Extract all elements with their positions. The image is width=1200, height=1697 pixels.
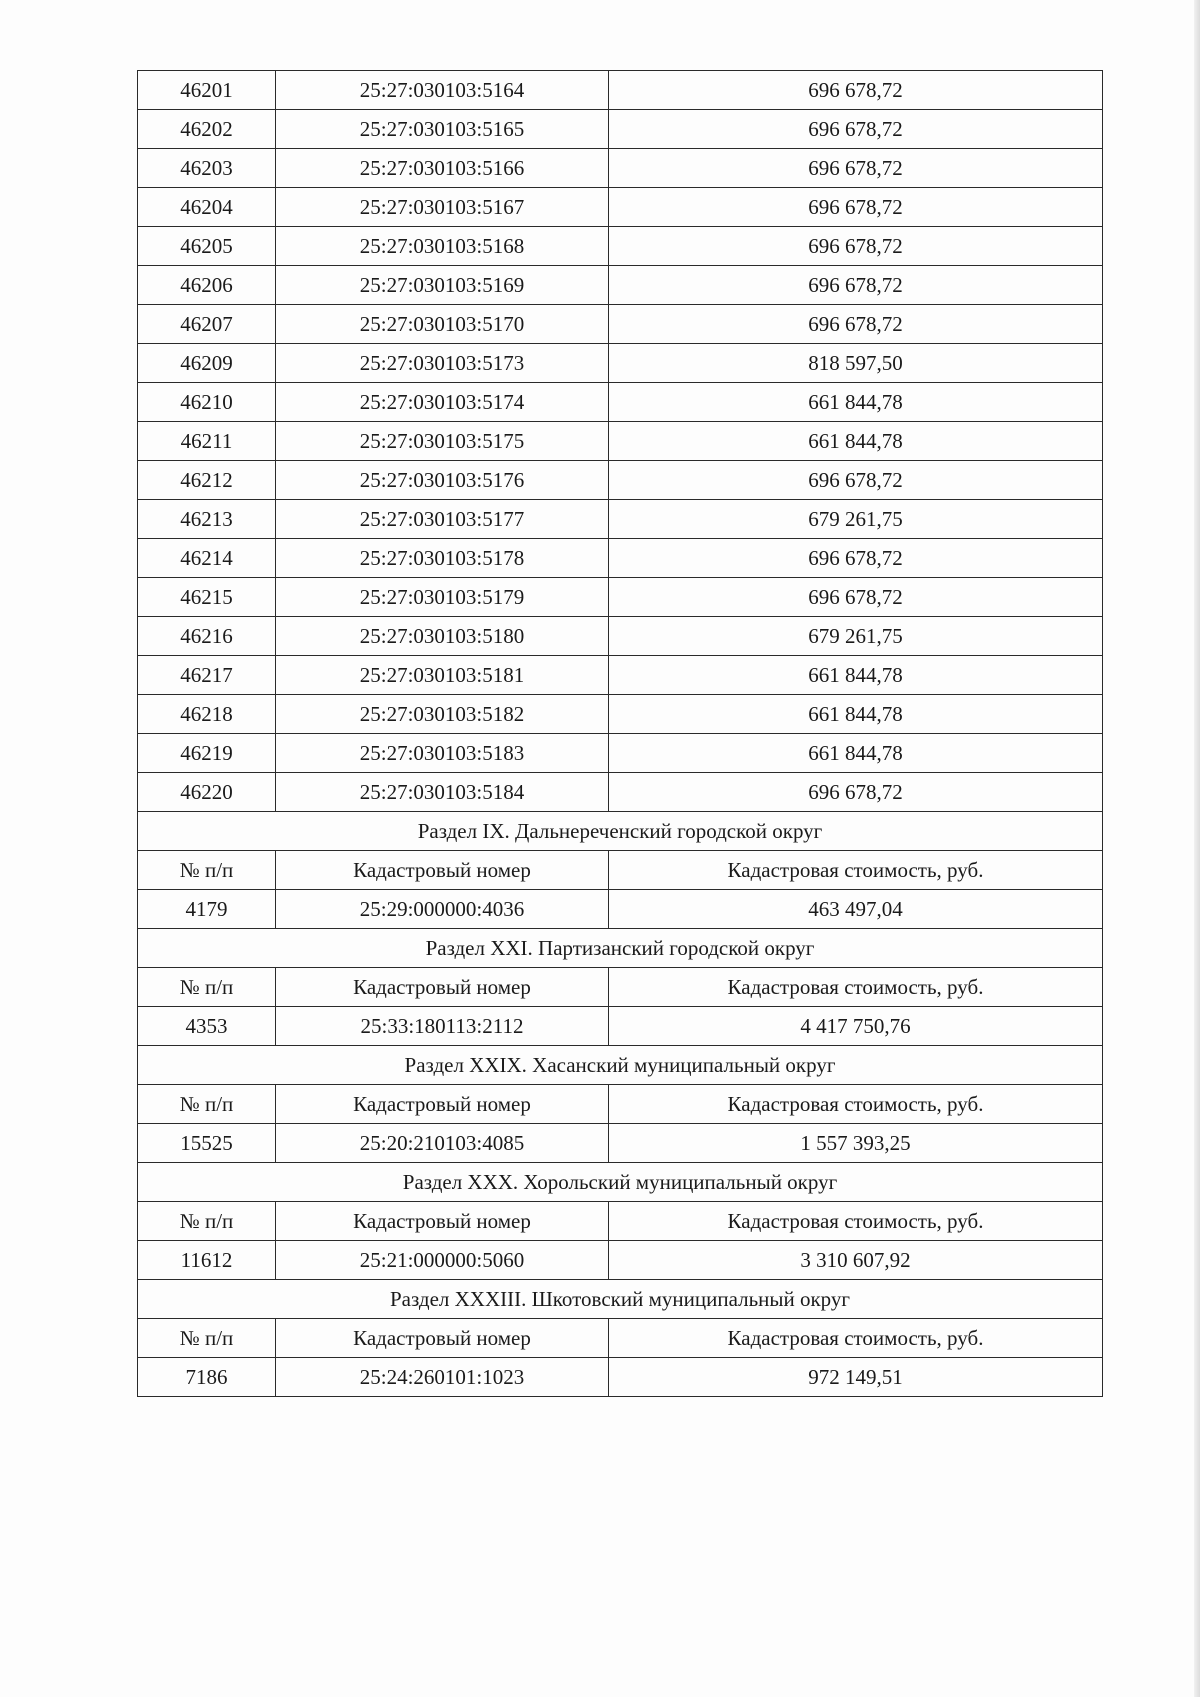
section-title: Раздел IX. Дальнереченский городской округ xyxy=(138,812,1103,851)
table-row xyxy=(138,344,1103,383)
table-row xyxy=(138,773,1103,812)
row-number-cell: 46209 xyxy=(138,344,276,383)
row-number-cell: 7186 xyxy=(138,1358,276,1397)
row-number-cell: 46206 xyxy=(138,266,276,305)
cadastral-number-cell: 25:29:000000:4036 xyxy=(276,890,609,929)
cadastral-value-cell: 696 678,72 xyxy=(609,773,1103,812)
row-number-cell: 46205 xyxy=(138,227,276,266)
header-cadastral-number: Кадастровый номер xyxy=(276,968,609,1007)
row-number-cell: 46211 xyxy=(138,422,276,461)
cadastral-value-cell: 4 417 750,76 xyxy=(609,1007,1103,1046)
cadastral-value-cell: 1 557 393,25 xyxy=(609,1124,1103,1163)
row-number-cell: 4179 xyxy=(138,890,276,929)
header-cadastral-value: Кадастровая стоимость, руб. xyxy=(609,851,1103,890)
section-title-row xyxy=(138,812,1103,851)
table-row xyxy=(138,149,1103,188)
section-title-row xyxy=(138,1163,1103,1202)
header-number: № п/п xyxy=(138,1085,276,1124)
table-row xyxy=(138,617,1103,656)
cadastral-value-cell: 463 497,04 xyxy=(609,890,1103,929)
table-row xyxy=(138,422,1103,461)
row-number-cell: 11612 xyxy=(138,1241,276,1280)
cadastral-number-cell: 25:27:030103:5168 xyxy=(276,227,609,266)
cadastral-number-cell: 25:27:030103:5178 xyxy=(276,539,609,578)
section-title-row xyxy=(138,929,1103,968)
row-number-cell: 46207 xyxy=(138,305,276,344)
cadastral-value-cell: 696 678,72 xyxy=(609,227,1103,266)
table-row xyxy=(138,110,1103,149)
table-row xyxy=(138,578,1103,617)
header-cadastral-value: Кадастровая стоимость, руб. xyxy=(609,1202,1103,1241)
cadastral-number-cell: 25:27:030103:5182 xyxy=(276,695,609,734)
row-number-cell: 46204 xyxy=(138,188,276,227)
cadastral-number-cell: 25:20:210103:4085 xyxy=(276,1124,609,1163)
table-row xyxy=(138,656,1103,695)
cadastral-number-cell: 25:24:260101:1023 xyxy=(276,1358,609,1397)
row-number-cell: 46220 xyxy=(138,773,276,812)
column-header-row xyxy=(138,851,1103,890)
row-number-cell: 46202 xyxy=(138,110,276,149)
table-row xyxy=(138,1358,1103,1397)
cadastral-value-cell: 661 844,78 xyxy=(609,734,1103,773)
cadastral-value-cell: 696 678,72 xyxy=(609,539,1103,578)
cadastral-number-cell: 25:27:030103:5179 xyxy=(276,578,609,617)
column-header-row xyxy=(138,968,1103,1007)
cadastral-value-cell: 696 678,72 xyxy=(609,71,1103,110)
cadastral-value-cell: 679 261,75 xyxy=(609,500,1103,539)
cadastral-number-cell: 25:27:030103:5181 xyxy=(276,656,609,695)
row-number-cell: 4353 xyxy=(138,1007,276,1046)
section-title-row xyxy=(138,1280,1103,1319)
cadastral-value-cell: 679 261,75 xyxy=(609,617,1103,656)
header-cadastral-number: Кадастровый номер xyxy=(276,1202,609,1241)
table-row xyxy=(138,695,1103,734)
section-title: Раздел XXI. Партизанский городской округ xyxy=(138,929,1103,968)
cadastral-number-cell: 25:33:180113:2112 xyxy=(276,1007,609,1046)
cadastral-number-cell: 25:27:030103:5177 xyxy=(276,500,609,539)
cadastral-number-cell: 25:27:030103:5165 xyxy=(276,110,609,149)
section-title: Раздел XXXIII. Шкотовский муниципальный округ xyxy=(138,1280,1103,1319)
section-title: Раздел XXX. Хорольский муниципальный округ xyxy=(138,1163,1103,1202)
cadastral-number-cell: 25:27:030103:5173 xyxy=(276,344,609,383)
row-number-cell: 46212 xyxy=(138,461,276,500)
cadastral-value-cell: 661 844,78 xyxy=(609,383,1103,422)
table-row xyxy=(138,1124,1103,1163)
cadastral-value-cell: 696 678,72 xyxy=(609,149,1103,188)
cadastral-number-cell: 25:27:030103:5169 xyxy=(276,266,609,305)
cadastral-value-cell: 696 678,72 xyxy=(609,110,1103,149)
table-row xyxy=(138,500,1103,539)
cadastral-value-cell: 972 149,51 xyxy=(609,1358,1103,1397)
row-number-cell: 46218 xyxy=(138,695,276,734)
column-header-row xyxy=(138,1319,1103,1358)
cadastral-number-cell: 25:27:030103:5180 xyxy=(276,617,609,656)
table-row xyxy=(138,539,1103,578)
cadastral-number-cell: 25:27:030103:5164 xyxy=(276,71,609,110)
row-number-cell: 46213 xyxy=(138,500,276,539)
cadastral-value-cell: 818 597,50 xyxy=(609,344,1103,383)
header-cadastral-number: Кадастровый номер xyxy=(276,1319,609,1358)
table-row xyxy=(138,305,1103,344)
header-cadastral-value: Кадастровая стоимость, руб. xyxy=(609,1319,1103,1358)
column-header-row xyxy=(138,1085,1103,1124)
cadastral-value-cell: 661 844,78 xyxy=(609,422,1103,461)
header-number: № п/п xyxy=(138,1319,276,1358)
row-number-cell: 46219 xyxy=(138,734,276,773)
header-cadastral-value: Кадастровая стоимость, руб. xyxy=(609,1085,1103,1124)
row-number-cell: 46215 xyxy=(138,578,276,617)
row-number-cell: 46217 xyxy=(138,656,276,695)
cadastral-value-cell: 3 310 607,92 xyxy=(609,1241,1103,1280)
row-number-cell: 46201 xyxy=(138,71,276,110)
cadastral-value-cell: 661 844,78 xyxy=(609,695,1103,734)
cadastral-number-cell: 25:27:030103:5176 xyxy=(276,461,609,500)
column-header-row xyxy=(138,1202,1103,1241)
table-row xyxy=(138,227,1103,266)
row-number-cell: 46216 xyxy=(138,617,276,656)
cadastral-number-cell: 25:27:030103:5184 xyxy=(276,773,609,812)
section-title: Раздел XXIX. Хасанский муниципальный округ xyxy=(138,1046,1103,1085)
cadastral-value-cell: 696 678,72 xyxy=(609,305,1103,344)
header-number: № п/п xyxy=(138,851,276,890)
cadastral-number-cell: 25:27:030103:5175 xyxy=(276,422,609,461)
table-row xyxy=(138,734,1103,773)
table-row xyxy=(138,71,1103,110)
table-row xyxy=(138,1007,1103,1046)
header-cadastral-number: Кадастровый номер xyxy=(276,1085,609,1124)
header-cadastral-number: Кадастровый номер xyxy=(276,851,609,890)
section-title-row xyxy=(138,1046,1103,1085)
row-number-cell: 15525 xyxy=(138,1124,276,1163)
scan-edge-shadow xyxy=(1194,0,1200,1697)
table-row xyxy=(138,188,1103,227)
row-number-cell: 46210 xyxy=(138,383,276,422)
header-cadastral-value: Кадастровая стоимость, руб. xyxy=(609,968,1103,1007)
table-body xyxy=(138,71,1103,1397)
row-number-cell: 46203 xyxy=(138,149,276,188)
cadastral-number-cell: 25:27:030103:5167 xyxy=(276,188,609,227)
cadastral-number-cell: 25:27:030103:5183 xyxy=(276,734,609,773)
cadastral-number-cell: 25:27:030103:5166 xyxy=(276,149,609,188)
header-number: № п/п xyxy=(138,1202,276,1241)
table-row xyxy=(138,890,1103,929)
cadastral-number-cell: 25:27:030103:5170 xyxy=(276,305,609,344)
cadastral-value-cell: 696 678,72 xyxy=(609,266,1103,305)
cadastral-number-cell: 25:21:000000:5060 xyxy=(276,1241,609,1280)
cadastral-value-cell: 696 678,72 xyxy=(609,461,1103,500)
table-row xyxy=(138,383,1103,422)
table-row xyxy=(138,266,1103,305)
table-row xyxy=(138,1241,1103,1280)
cadastral-number-cell: 25:27:030103:5174 xyxy=(276,383,609,422)
header-number: № п/п xyxy=(138,968,276,1007)
table-row xyxy=(138,461,1103,500)
cadastral-value-table xyxy=(137,70,1103,1397)
row-number-cell: 46214 xyxy=(138,539,276,578)
cadastral-value-cell: 696 678,72 xyxy=(609,578,1103,617)
cadastral-value-cell: 696 678,72 xyxy=(609,188,1103,227)
cadastral-value-cell: 661 844,78 xyxy=(609,656,1103,695)
